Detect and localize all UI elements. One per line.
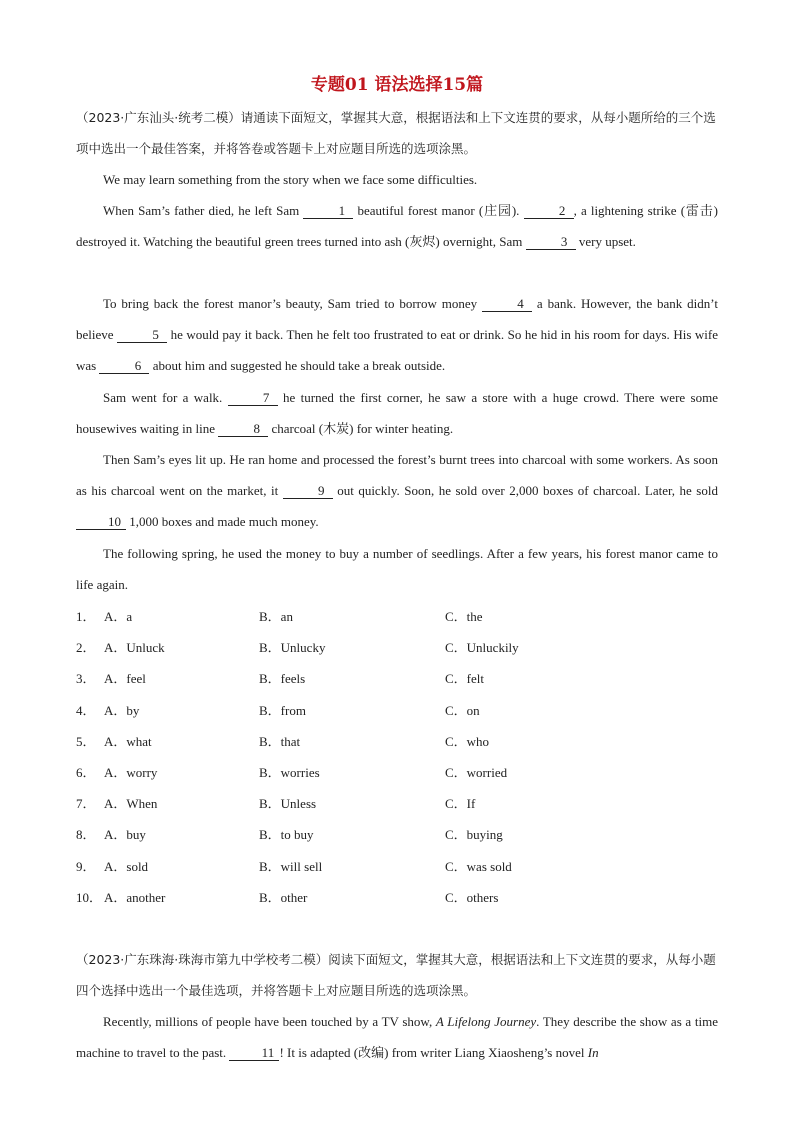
option-c[interactable]: C．buying (445, 827, 503, 843)
blank-6: 6 (99, 358, 149, 374)
passage1-source: （2023·广东汕头·统考二模） (76, 110, 241, 125)
question-item: 5． A．what B．that C．who (76, 726, 736, 757)
passage2-paragraph-1: Recently, millions of people have been touched by a TV show, A Lifelong Journey. They describe the show as a time machine to travel to the past. 11 ! It is adapted (改编) from writer Liang Xiaosheng’s novel In (76, 1014, 718, 1060)
option-b[interactable]: B．from (259, 702, 306, 718)
option-a[interactable]: A．sold (104, 858, 149, 874)
question-item: 2． A．Unluck B．Unlucky C．Unluckily (76, 632, 736, 663)
question-item: 4． A．by B．from C．on (76, 695, 736, 726)
option-c[interactable]: C．felt (445, 671, 484, 687)
blank-4: 4 (482, 296, 532, 312)
option-c[interactable]: C．on (445, 702, 480, 718)
question-options-list (76, 601, 736, 913)
blank-8: 8 (218, 421, 268, 437)
question-item: 7． A．When B．Unless C．If (76, 788, 736, 819)
option-b[interactable]: B．an (259, 609, 293, 624)
option-b[interactable]: B．Unlucky (259, 640, 326, 656)
option-b[interactable]: B．feels (259, 671, 306, 687)
option-c[interactable]: C．Unluckily (445, 640, 519, 656)
show-title: A Lifelong Journey (435, 1014, 537, 1029)
option-b[interactable]: B．Unless (259, 796, 317, 812)
blank-3: 3 (526, 234, 576, 250)
question-item: 1． A．a B．an C．the (76, 601, 736, 632)
blank-10: 10 (76, 514, 126, 530)
blank-1: 1 (303, 203, 353, 219)
blank-5: 5 (117, 327, 167, 343)
question-item: 9． A．sold B．will sell C．was sold (76, 851, 736, 882)
option-c[interactable]: C．worried (445, 764, 508, 780)
option-c[interactable]: C．the (445, 609, 483, 624)
option-b[interactable]: B．worries (259, 764, 320, 780)
option-c[interactable]: C．others (445, 889, 499, 905)
option-b[interactable]: B．will sell (259, 858, 323, 874)
option-c[interactable]: C．was sold (445, 858, 512, 874)
question-item: 8． A．buy B．to buy C．buying (76, 819, 736, 850)
option-a[interactable]: A．worry (104, 764, 158, 780)
option-c[interactable]: C．If (445, 796, 476, 812)
option-a[interactable]: A．feel (104, 671, 146, 687)
option-a[interactable]: A．buy (104, 827, 146, 843)
question-item: 6． A．worry B．worries C．worried (76, 757, 736, 788)
passage1-instruction (76, 102, 718, 164)
option-a[interactable]: A．another (104, 889, 166, 905)
page-title: 专题01 语法选择15篇 (310, 75, 484, 95)
option-a[interactable]: A．a (104, 609, 133, 624)
blank-7: 7 (228, 390, 278, 406)
question-item: 3． A．feel B．feels C．felt (76, 663, 736, 694)
option-a[interactable]: A．Unluck (104, 640, 165, 656)
option-a[interactable]: A．what (104, 733, 152, 749)
passage1-paragraph-6: The following spring, he used the money to buy a number of seedlings. After a few years, his forest manor came to life again. (76, 546, 718, 592)
passage1-paragraph-2: When Sam’s father died, he left Sam 1 beautiful forest manor (庄园). 2 , a lightening strike (雷击) destroyed it. Watching the beautiful green trees turned into ash (灰烬) overnight, Sam 3 very upset. (76, 203, 718, 249)
option-a[interactable]: A．When (104, 796, 158, 812)
option-b[interactable]: B．to buy (259, 827, 314, 843)
blank-2: 2 (524, 203, 574, 219)
passage1-paragraph-3: To bring back the forest manor’s beauty, Sam tried to borrow money 4 a bank. However, the bank didn’t believe 5 he would pay it back. Then he felt too frustrated to eat or drink. So he hid in his room for days. His wife was 6 about him and suggested he should take a break outside. (76, 296, 718, 373)
novel-title: In (587, 1045, 599, 1060)
option-b[interactable]: B．that (259, 733, 301, 749)
question-item: 10． A．another B．other C．others (76, 882, 736, 913)
passage1-instruction-text: 请通读下面短文，掌握其大意，根据语法和上下文连贯的要求，从每小题所给的三个选项中选出一个最佳答案，并将答卷或答题卡上对应题目所选的选项涂黑。 (76, 110, 716, 156)
blank-11: 11 (229, 1045, 279, 1061)
passage2-source: （2023·广东珠海·珠海市第九中学校考二模） (76, 952, 329, 967)
passage1-paragraph-5: Then Sam’s eyes lit up. He ran home and processed the forest’s burnt trees into charcoal with some workers. As soon as his charcoal went on the market, it 9 out quickly. Soon, he sold over 2,000 boxes of charcoal. Later, he sold 10 1,000 boxes and made much money. (76, 452, 718, 529)
blank-9: 9 (283, 483, 333, 499)
passage1-paragraph-1: We may learn something from the story when we face some difficulties. (103, 172, 478, 187)
option-b[interactable]: B．other (259, 889, 308, 905)
option-c[interactable]: C．who (445, 733, 490, 749)
passage2-instruction-text: 阅读下面短文，掌握其大意，根据语法和上下文连贯的要求，从每小题四个选择中选出一个最佳选项，并将答题卡上对应题目所选的选项涂黑。 (76, 952, 716, 998)
passage2-instruction (76, 944, 718, 1006)
option-a[interactable]: A．by (104, 702, 140, 718)
passage1-paragraph-4: Sam went for a walk. 7 he turned the first corner, he saw a store with a huge crowd. There were some housewives waiting in line 8 charcoal (木炭) for winter heating. (76, 390, 718, 436)
